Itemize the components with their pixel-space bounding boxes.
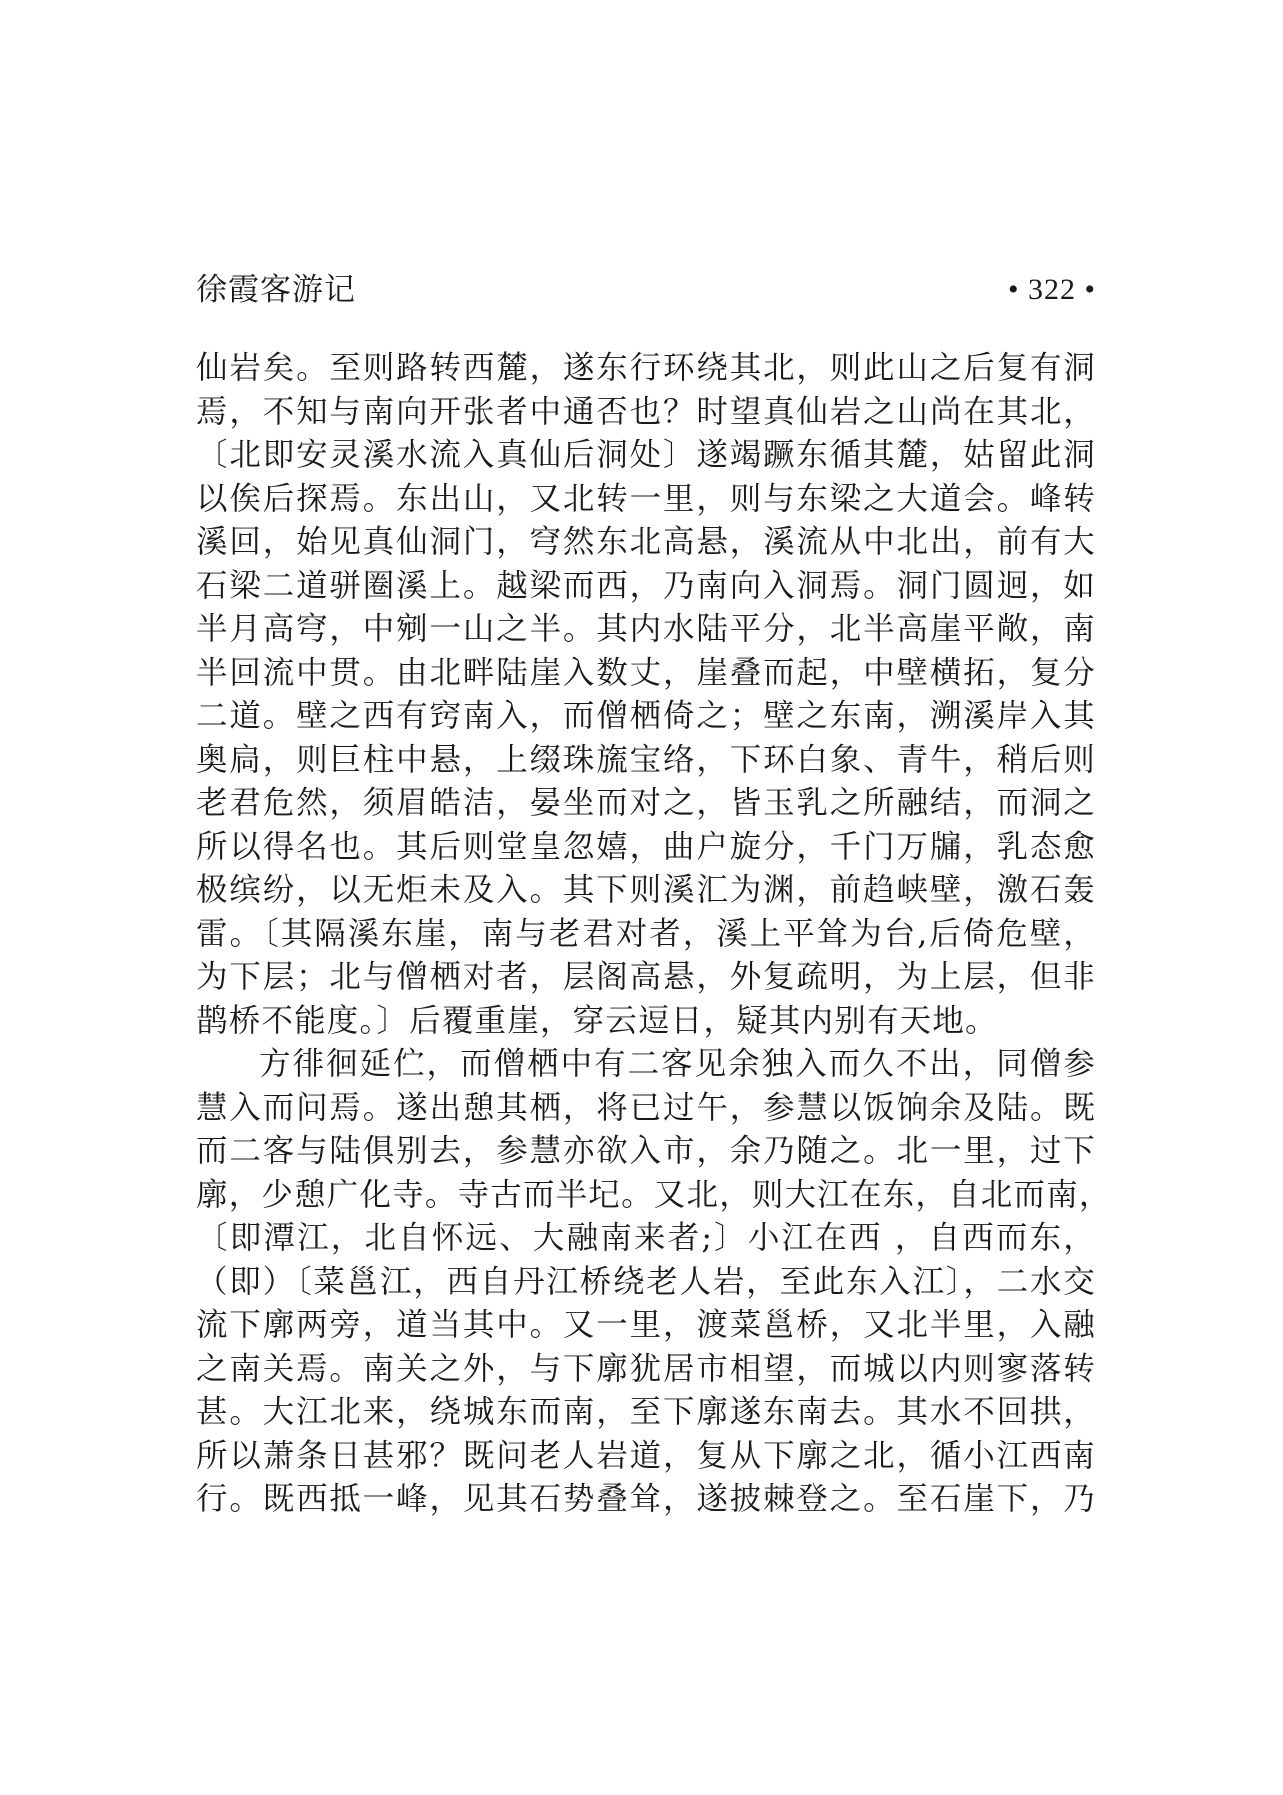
text-line: 老君危然，须眉皓洁，晏坐而对之，皆玉乳之所融结，而洞之 [196, 785, 1096, 821]
text-line: 鹊桥不能度。〕后覆重崖，穿云逗日，疑其内别有天地。 [196, 1002, 998, 1039]
text-line: 半月高穹，中剜一山之半。其内水陆平分，北半高崖平敞，南 [196, 611, 1096, 647]
text-line: 焉，不知与南向开张者中通否也？时望真仙岩之山尚在其北， [196, 393, 1096, 430]
text-line: 行。既西抵一峰，见其石势叠耸，遂披棘登之。至石崖下，乃 [196, 1481, 1096, 1517]
text-line: 二道。壁之西有窍南入，而僧栖倚之；壁之东南，溯溪岸入其 [196, 698, 1096, 734]
text-line: 溪回，始见真仙洞门，穹然东北高悬，溪流从中北出，前有大 [196, 524, 1096, 560]
text-line: 以俟后探焉。东出山，又北转一里，则与东梁之大道会。峰转 [196, 480, 1096, 517]
text-line: 流下廓两旁，道当其中。又一里，渡菜邕桥，又北半里，入融 [196, 1307, 1096, 1343]
text-line: 〔即潭江，北自怀远、大融南来者;〕小江在西 ，自西而东， [196, 1220, 1096, 1256]
text-line: 为下层；北与僧栖对者，层阁高悬，外复疏明，为上层，但非 [196, 959, 1096, 995]
text-line: 慧入而问焉。遂出憩其栖，将已过午，参慧以饭饷余及陆。既 [196, 1089, 1096, 1126]
text-line-paragraph-start: 方徘徊延伫，而僧栖中有二客见余独入而久不出，同僧参 [259, 1046, 1096, 1082]
text-line: 奥扃，则巨柱中悬，上缀珠旒宝络，下环白象、青牛，稍后则 [196, 741, 1096, 778]
text-line: 廓，少憩广化寺。寺古而半圮。又北，则大江在东，自北而南， [196, 1176, 1112, 1213]
text-line: 半回流中贯。由北畔陆崖入数丈，崖叠而起，中壁横拓，复分 [196, 654, 1096, 691]
text-line: 极缤纷，以无炬未及入。其下则溪汇为渊，前趋峡壁，激石轰 [196, 872, 1096, 908]
text-line: 雷。〔其隔溪东崖，南与老君对者，溪上平耸为台,后倚危壁， [196, 915, 1096, 952]
text-line: 所以萧条日甚邪？既问老人岩道，复从下廓之北，循小江西南 [196, 1437, 1096, 1474]
text-line: （即）〔菜邕江，西自丹江桥绕老人岩，至此东入江〕，二水交 [196, 1263, 1096, 1300]
page-number: • 322 • [1007, 273, 1096, 306]
text-line: 仙岩矣。至则路转西麓，遂东行环绕其北，则此山之后复有洞 [196, 350, 1096, 386]
text-line: 石梁二道骈圈溪上。越梁而西，乃南向入洞焉。洞门圆迥，如 [196, 567, 1096, 604]
text-line: 之南关焉。南关之外，与下廓犹居市相望，而城以内则寥落转 [196, 1350, 1096, 1387]
running-header [196, 268, 1096, 312]
book-page [196, 268, 1112, 1523]
text-line: 甚。大江北来，绕城东而南，至下廓遂东南去。其水不回拱， [196, 1394, 1096, 1430]
text-line: 〔北即安灵溪水流入真仙后洞处〕遂竭蹶东循其麓，姑留此洞 [196, 437, 1096, 473]
text-line: 所以得名也。其后则堂皇忽嬉，曲户旋分，千门万牖，乳态愈 [196, 828, 1096, 865]
body-text [196, 348, 1112, 1519]
book-title: 徐霞客游记 [196, 272, 356, 308]
text-line: 而二客与陆俱别去，参慧亦欲入市，余乃随之。北一里，过下 [196, 1133, 1096, 1169]
